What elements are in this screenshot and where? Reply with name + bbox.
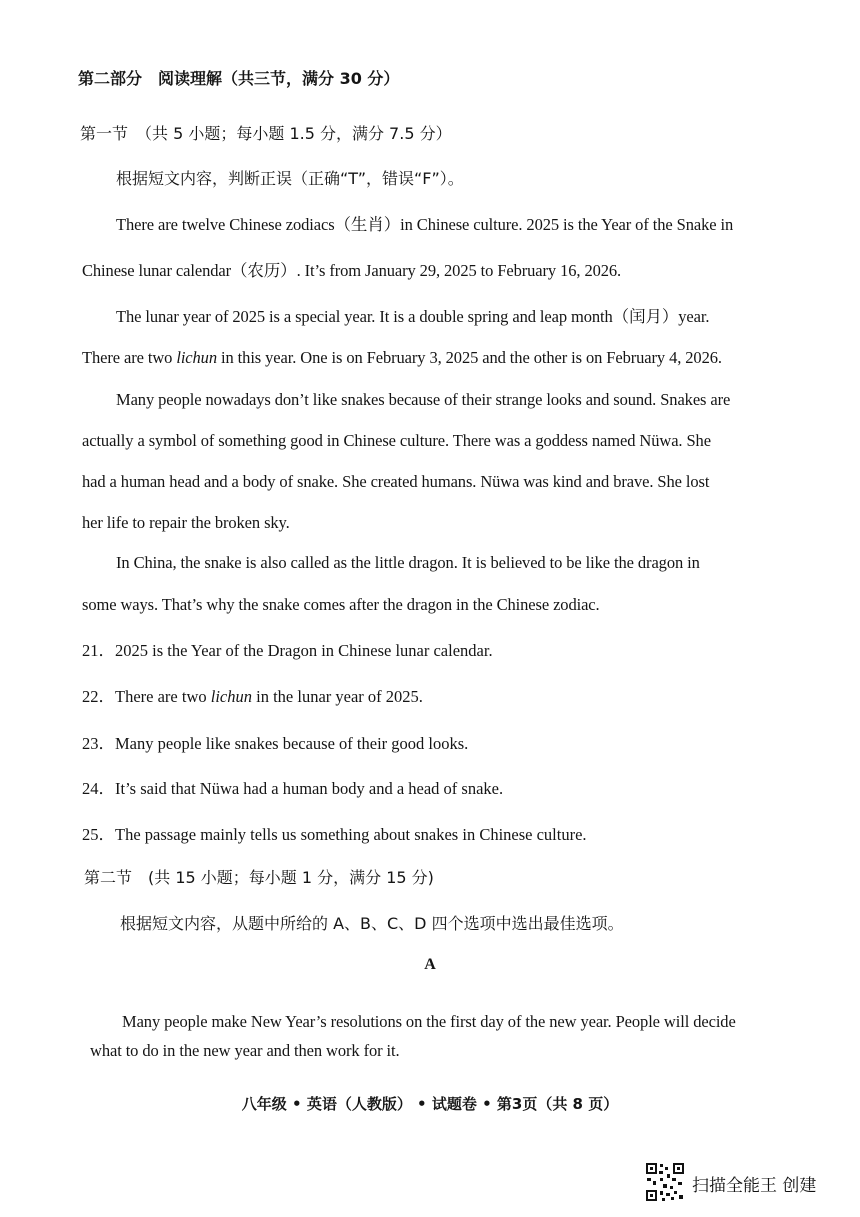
question-number: 25． (82, 825, 115, 844)
qr-code-icon (645, 1162, 685, 1202)
section2-title: 第二节 (共 15 小题；每小题 1 分，满分 15 分) (84, 868, 434, 887)
question-text: Many people like snakes because of their good looks. (115, 734, 469, 753)
text-segment: in this year. One is on February 3, 2025 and the other is on February 4, 2026. (217, 348, 722, 367)
question-number: 24． (82, 779, 115, 798)
question-item (82, 730, 468, 754)
section1-title: 第一节 （共 5 小题；每小题 1.5 分，满分 7.5 分） (80, 124, 452, 143)
passage-line: had a human head and a body of snake. She created humans. Nüwa was kind and brave. She lost (82, 472, 710, 491)
question-item (82, 683, 423, 707)
question-number: 22． (82, 687, 115, 706)
question-number: 23． (82, 734, 115, 753)
passage-line: In China, the snake is also called as the little dragon. It is believed to be like the dragon in (116, 553, 700, 572)
passage-line: There are twelve Chinese zodiacs（生肖）in Chinese culture. 2025 is the Year of the Snake in (116, 215, 734, 234)
watermark-text: 扫描全能王 创建 (692, 1176, 817, 1196)
text-segment: There are two (82, 348, 177, 367)
question-item (82, 637, 493, 661)
passage-line: The lunar year of 2025 is a special year. It is a double spring and leap month（闰月）year. (116, 307, 710, 326)
section1-instruction: 根据短文内容，判断正误（正确“T”，错误“F”）。 (116, 169, 464, 188)
italic-term: lichun (176, 348, 217, 367)
passage-line: what to do in the new year and then work for it. (90, 1041, 400, 1060)
part-heading: 第二部分 阅读理解（共三节，满分 30 分） (78, 69, 400, 88)
passage-line: Many people nowadays don’t like snakes because of their strange looks and sound. Snakes are (116, 390, 731, 409)
section2-instruction: 根据短文内容，从题中所给的 A、B、C、D 四个选项中选出最佳选项。 (120, 914, 624, 933)
question-item (82, 821, 587, 845)
italic-term: lichun (210, 687, 252, 706)
page-footer: 八年级 • 英语（人教版） • 试题卷 • 第3页（共 8 页） (241, 1095, 619, 1113)
passage-line: actually a symbol of something good in Chinese culture. There was a goddess named Nüwa. She (82, 431, 711, 450)
passage-label: A (424, 956, 436, 973)
question-text: It’s said that Nüwa had a human body and a head of snake. (115, 779, 504, 798)
question-text: in the lunar year of 2025. (252, 687, 423, 706)
passage-line: some ways. That’s why the snake comes after the dragon in the Chinese zodiac. (82, 595, 600, 614)
passage-line: Chinese lunar calendar（农历）. It’s from January 29, 2025 to February 16, 2026. (82, 261, 622, 280)
passage-line: her life to repair the broken sky. (82, 513, 290, 532)
question-text: The passage mainly tells us something about snakes in Chinese culture. (115, 825, 587, 844)
question-number: 21． (82, 641, 115, 660)
question-text: 2025 is the Year of the Dragon in Chinese lunar calendar. (115, 641, 493, 660)
question-item (82, 775, 503, 799)
question-text: There are two (115, 687, 211, 706)
passage-line (82, 348, 722, 368)
passage-line: Many people make New Year’s resolutions on the first day of the new year. People will decide (122, 1012, 736, 1031)
